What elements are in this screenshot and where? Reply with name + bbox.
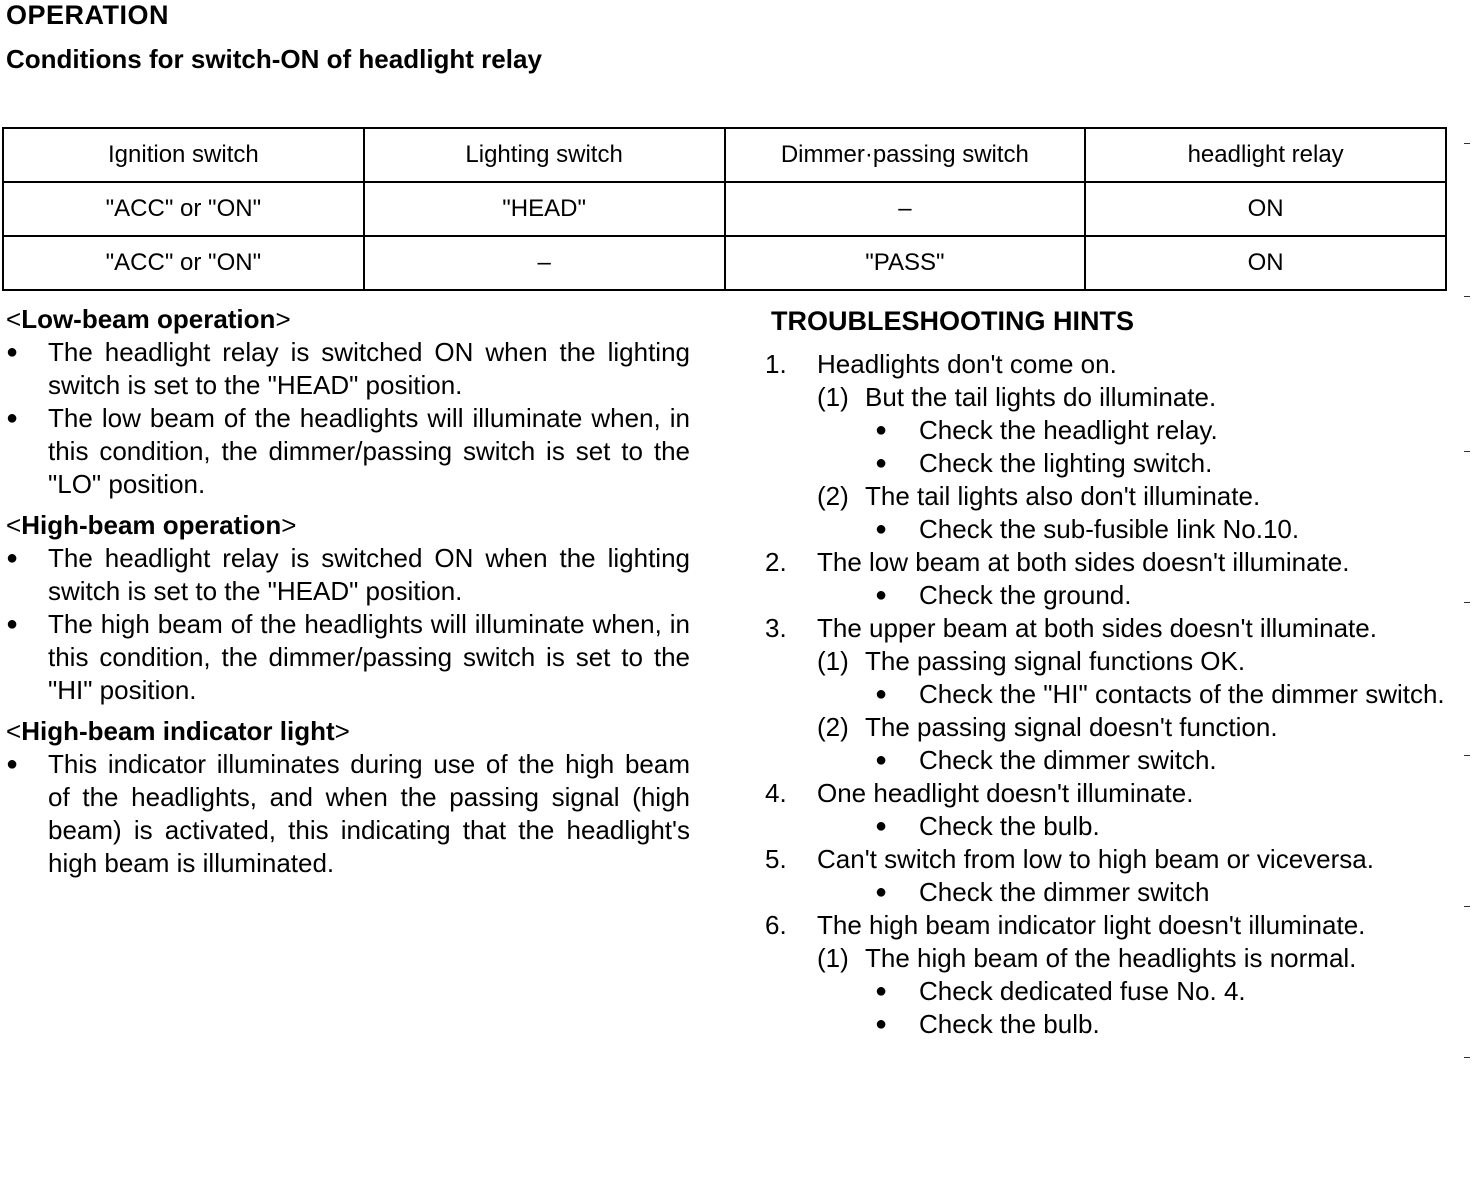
list-item: ● This indicator illuminates during use of the high beam of the headlights, and when the passing signal (high beam) is activated, this indicating that the headlight's high beam is illuminated.	[6, 749, 690, 878]
bullet-icon: ●	[875, 518, 888, 540]
margin-tick	[1464, 143, 1470, 144]
margin-tick	[1464, 755, 1470, 756]
list-item: ● Check the lighting switch.	[875, 448, 1213, 478]
list-item: ● The high beam of the headlights will illuminate when, in this condition, the dimmer/passing switch is set to the "HI" position.	[6, 609, 690, 705]
column-header: Ignition switch	[3, 128, 364, 182]
list-item: ● Check the dimmer switch	[875, 877, 1210, 907]
margin-tick	[1464, 296, 1470, 297]
column-header: Dimmer·passing switch	[725, 128, 1086, 182]
column-header: Lighting switch	[364, 128, 725, 182]
list-item: 6. The high beam indicator light doesn't illuminate.	[765, 910, 1366, 940]
list-item: ● Check the sub-fusible link No.10.	[875, 514, 1300, 544]
list-item: 5. Can't switch from low to high beam or viceversa.	[765, 844, 1374, 874]
bullet-icon: ●	[6, 547, 19, 569]
list-item: ● Check the headlight relay.	[875, 415, 1218, 445]
troubleshooting-hints	[765, 305, 1455, 1041]
table-cell: ON	[1085, 236, 1446, 290]
list-item: (2) The tail lights also don't illuminate.	[817, 481, 1261, 511]
list-item: ● The headlight relay is switched ON when the lighting switch is set to the "HEAD" position.	[6, 337, 690, 400]
bullet-icon: ●	[875, 881, 888, 903]
list-item: 4. One headlight doesn't illuminate.	[765, 778, 1194, 808]
high-beam-heading: <High-beam operation>	[6, 510, 297, 540]
troubleshooting-title: TROUBLESHOOTING HINTS	[771, 306, 1134, 336]
list-item: ● Check the bulb.	[875, 1009, 1100, 1039]
operation-descriptions	[6, 303, 690, 880]
list-item: 1. Headlights don't come on.	[765, 349, 1117, 379]
list-item: 2. The low beam at both sides doesn't illuminate.	[765, 547, 1350, 577]
table-cell: "HEAD"	[364, 182, 725, 236]
bullet-icon: ●	[875, 980, 888, 1002]
bullet-icon: ●	[875, 815, 888, 837]
table-row	[3, 236, 1446, 290]
table-cell: "PASS"	[725, 236, 1086, 290]
table-cell: "ACC" or "ON"	[3, 182, 364, 236]
list-item: ● Check dedicated fuse No. 4.	[875, 976, 1246, 1006]
bullet-icon: ●	[6, 407, 19, 429]
bullet-icon: ●	[6, 613, 19, 635]
margin-tick	[1464, 602, 1470, 603]
column-header: headlight relay	[1085, 128, 1446, 182]
list-item: (1) The high beam of the headlights is normal.	[817, 943, 1357, 973]
page-title: OPERATION	[6, 0, 170, 30]
list-item: (1) But the tail lights do illuminate.	[817, 382, 1217, 412]
list-item: 3. The upper beam at both sides doesn't illuminate.	[765, 613, 1377, 643]
bullet-icon: ●	[875, 584, 888, 606]
table-row	[3, 182, 1446, 236]
list-item: ● The low beam of the headlights will illuminate when, in this condition, the dimmer/passing switch is set to the "LO" position.	[6, 403, 690, 499]
bullet-icon: ●	[6, 341, 19, 363]
table-cell: –	[364, 236, 725, 290]
bullet-icon: ●	[875, 683, 888, 705]
list-item: (1) The passing signal functions OK.	[817, 646, 1246, 676]
indicator-heading: <High-beam indicator light>	[6, 716, 350, 746]
margin-tick	[1464, 1057, 1470, 1058]
bullet-icon: ●	[875, 419, 888, 441]
bullet-icon: ●	[875, 1013, 888, 1035]
list-item: ● Check the dimmer switch.	[875, 745, 1217, 775]
low-beam-heading: <Low-beam operation>	[6, 304, 291, 334]
list-item: ● Check the bulb.	[875, 811, 1100, 841]
list-item: ● The headlight relay is switched ON when the lighting switch is set to the "HEAD" position.	[6, 543, 690, 606]
list-item: ● Check the "HI" contacts of the dimmer switch.	[875, 679, 1445, 709]
bullet-icon: ●	[875, 749, 888, 771]
bullet-icon: ●	[875, 452, 888, 474]
relay-conditions-table	[2, 127, 1447, 291]
list-item: (2) The passing signal doesn't function.	[817, 712, 1278, 742]
margin-tick	[1464, 906, 1470, 907]
table-cell: –	[725, 182, 1086, 236]
table-header-row	[3, 128, 1446, 182]
section-subtitle: Conditions for switch-ON of headlight relay	[6, 44, 542, 74]
table-cell: ON	[1085, 182, 1446, 236]
table-cell: "ACC" or "ON"	[3, 236, 364, 290]
list-item: ● Check the ground.	[875, 580, 1132, 610]
bullet-icon: ●	[6, 753, 19, 775]
margin-tick	[1464, 451, 1470, 452]
